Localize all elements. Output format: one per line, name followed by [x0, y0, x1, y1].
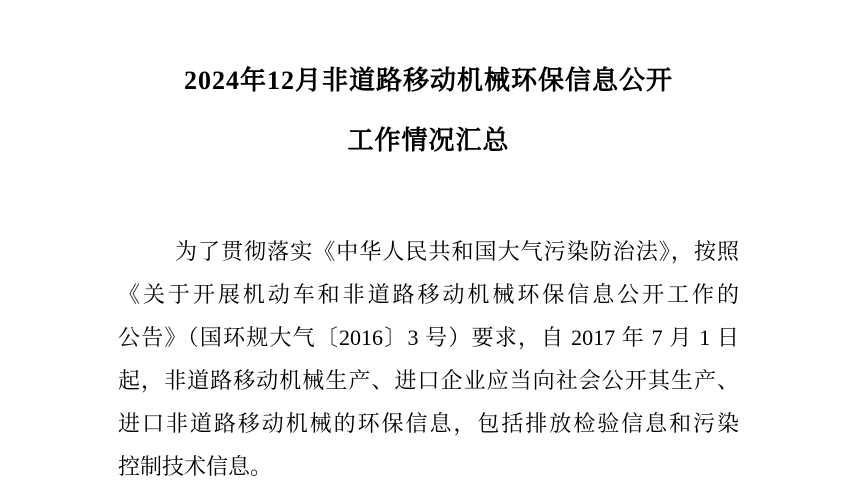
- document-title: [118, 51, 739, 171]
- document-paragraph: [118, 230, 739, 488]
- paragraph-line-2: 《关于开展机动车和非道路移动机械环保信息公开工作的: [118, 282, 739, 307]
- paragraph-line-3: 公告》（国环规大气〔2016〕3 号）要求，自 2017 年 7 月 1 日: [118, 325, 739, 350]
- paragraph-line-5: 进口非道路移动机械的环保信息，包括排放检验信息和污染: [118, 411, 739, 436]
- paragraph-line-6: 控制技术信息。: [118, 454, 273, 479]
- paragraph-line-1: 为了贯彻落实《中华人民共和国大气污染防治法》，按照: [175, 239, 739, 264]
- document-title-line-2: 工作情况汇总: [347, 126, 510, 155]
- paragraph-line-4: 起，非道路移动机械生产、进口企业应当向社会公开其生产、: [118, 368, 739, 393]
- document-title-line-1: 2024年12月非道路移动机械环保信息公开: [183, 66, 673, 95]
